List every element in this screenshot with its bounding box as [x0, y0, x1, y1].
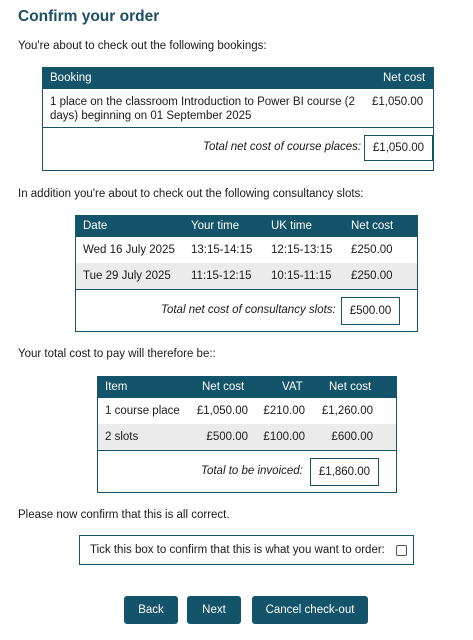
table-row	[43, 89, 433, 127]
bookings-intro: You're about to check out the following bookings:	[18, 40, 267, 52]
confirm-checkbox[interactable]	[396, 545, 407, 556]
slot-net-cost: £250.00	[351, 270, 393, 282]
summary-vat: £210.00	[263, 405, 305, 417]
col-header-net-cost: Net cost	[202, 381, 245, 393]
col-header-net-cost: Net cost	[383, 72, 426, 84]
consultancy-total-row	[76, 289, 417, 331]
table-row	[98, 424, 396, 450]
slot-net-cost: £250.00	[351, 244, 393, 256]
summary-net-cost: £1,050.00	[196, 405, 248, 417]
col-header-booking: Booking	[50, 72, 92, 84]
col-header-gross: Net cost	[329, 381, 372, 393]
slot-your-time: 13:15-14:15	[191, 244, 253, 256]
invoice-total-value: £1,860.00	[310, 458, 379, 486]
summary-table-header	[98, 377, 396, 398]
summary-gross: £600.00	[331, 431, 373, 443]
table-row	[76, 263, 417, 289]
bookings-total-row	[43, 127, 433, 171]
bookings-total-value: £1,050.00	[364, 135, 433, 161]
consultancy-total-value: £500.00	[341, 297, 400, 325]
slot-uk-time: 10:15-11:15	[271, 270, 332, 282]
summary-table	[97, 376, 397, 493]
col-header-date: Date	[83, 220, 108, 232]
summary-net-cost: £500.00	[206, 431, 248, 443]
summary-total-row	[98, 450, 396, 492]
slot-date: Tue 29 July 2025	[83, 270, 171, 282]
booking-description-line2: days) beginning on 01 September 2025	[50, 110, 252, 122]
bookings-total-label: Total net cost of course places:	[203, 141, 362, 153]
bookings-table-header	[43, 68, 433, 89]
slot-your-time: 11:15-12:15	[191, 270, 252, 282]
summary-vat: £100.00	[263, 431, 305, 443]
slot-date: Wed 16 July 2025	[83, 244, 175, 256]
summary-gross: £1,260.00	[321, 405, 373, 417]
summary-item: 2 slots	[105, 431, 139, 443]
back-button[interactable]: Back	[124, 596, 178, 624]
confirm-checkbox-panel	[79, 535, 414, 565]
col-header-item: Item	[105, 381, 128, 393]
consultancy-table-header	[76, 216, 417, 237]
table-row	[98, 398, 396, 424]
next-button[interactable]: Next	[187, 596, 241, 624]
consultancy-total-label: Total net cost of consultancy slots:	[161, 304, 336, 316]
bookings-table	[42, 67, 434, 171]
col-header-uk-time: UK time	[271, 220, 312, 232]
summary-item: 1 course place	[105, 405, 180, 417]
total-intro: Your total cost to pay will therefore be::	[18, 348, 216, 360]
confirm-checkbox-label: Tick this box to confirm that this is what you want to order:	[90, 544, 385, 556]
table-row	[76, 237, 417, 263]
confirm-prompt: Please now confirm that this is all correct.	[18, 509, 230, 521]
col-header-your-time: Your time	[191, 220, 240, 232]
slot-uk-time: 12:15-13:15	[271, 244, 333, 256]
col-header-net-cost: Net cost	[351, 220, 394, 232]
col-header-vat: VAT	[282, 381, 303, 393]
invoice-total-label: Total to be invoiced:	[201, 465, 303, 477]
cancel-checkout-button[interactable]: Cancel check-out	[252, 596, 368, 624]
consultancy-intro: In addition you're about to check out the following consultancy slots:	[18, 188, 364, 200]
booking-net-cost: £1,050.00	[372, 96, 424, 108]
consultancy-table	[75, 215, 418, 332]
booking-description-line1: 1 place on the classroom Introduction to Power BI course (2	[50, 96, 355, 108]
page-title: Confirm your order	[18, 8, 160, 25]
